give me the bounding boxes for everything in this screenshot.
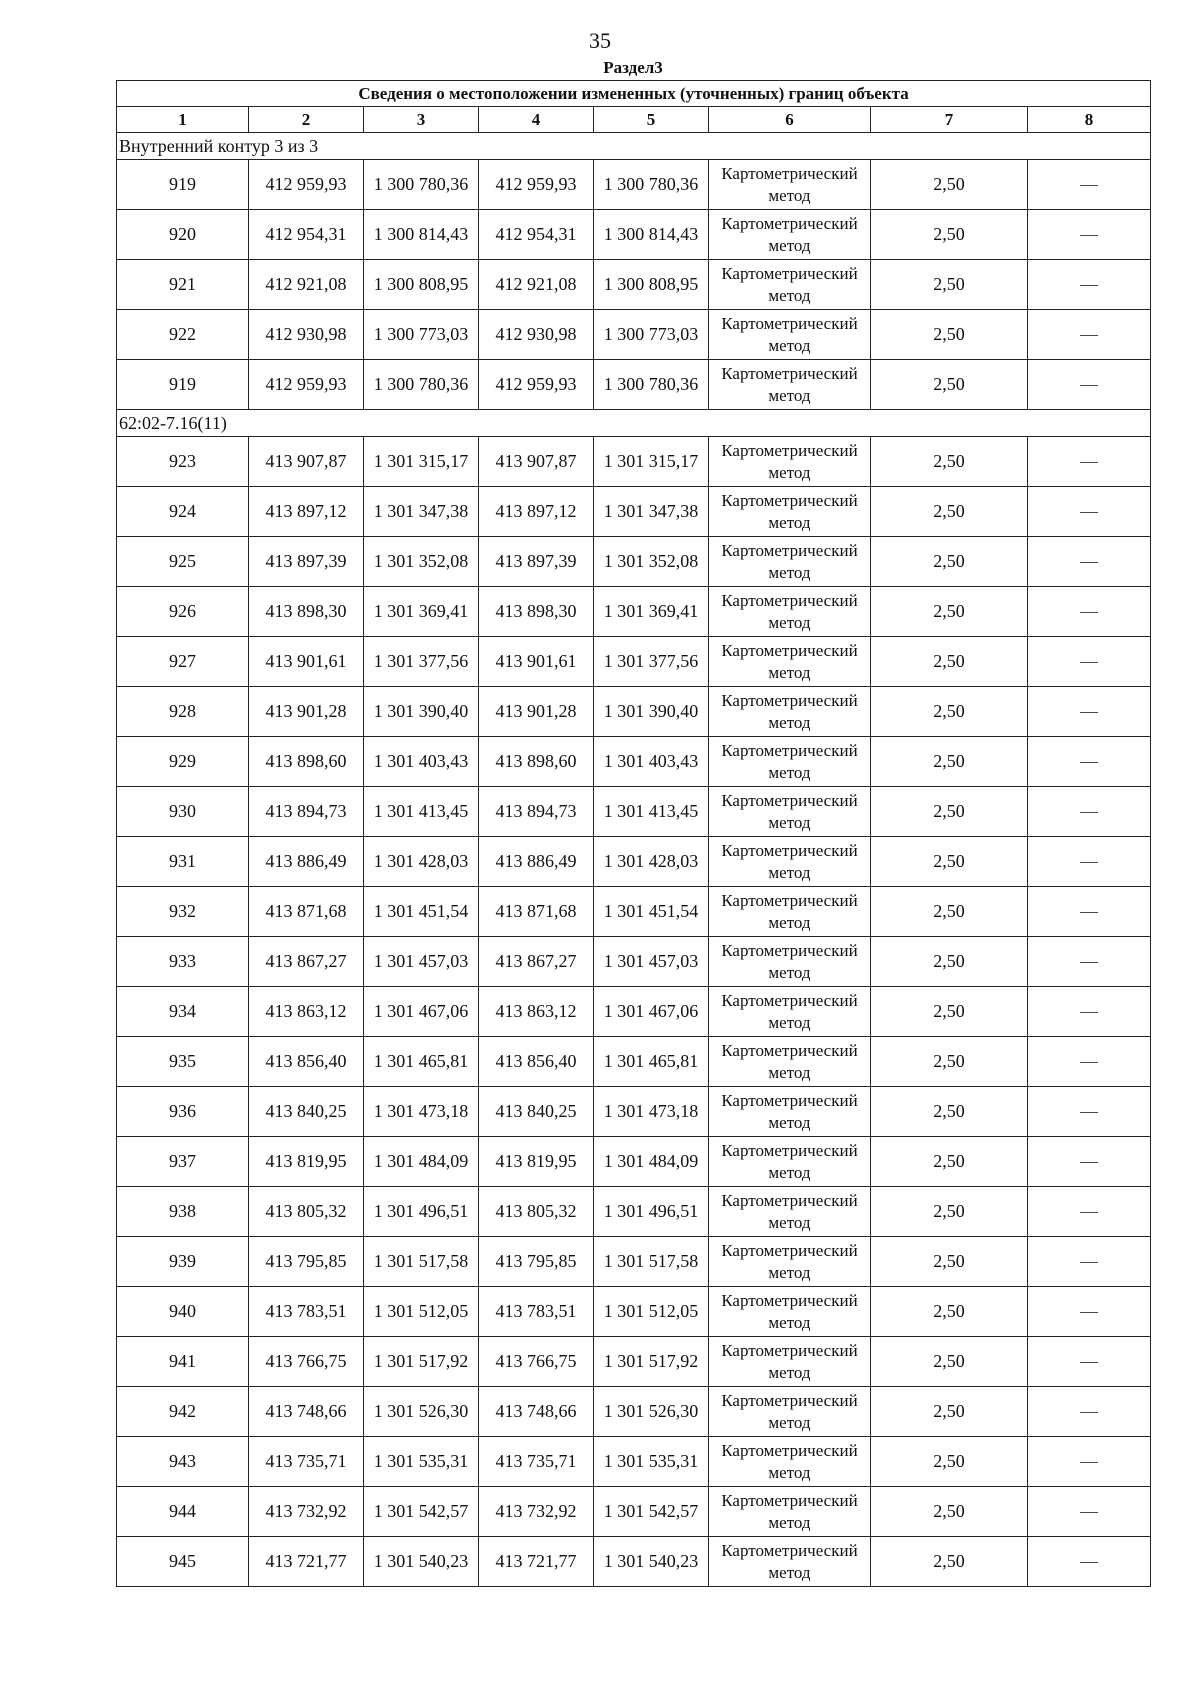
note-cell: — (1028, 887, 1151, 937)
table-row (117, 160, 1151, 210)
existing-y-cell: 1 301 403,43 (364, 737, 479, 787)
accuracy-cell: 2,50 (871, 360, 1028, 410)
existing-y-cell: 1 301 377,56 (364, 637, 479, 687)
table-row (117, 837, 1151, 887)
updated-y-cell: 1 301 517,58 (594, 1237, 709, 1287)
updated-x-cell: 412 959,93 (479, 160, 594, 210)
existing-x-cell: 413 897,39 (249, 537, 364, 587)
accuracy-cell: 2,50 (871, 310, 1028, 360)
updated-x-cell: 413 856,40 (479, 1037, 594, 1087)
note-cell: — (1028, 787, 1151, 837)
accuracy-cell: 2,50 (871, 1337, 1028, 1387)
updated-x-cell: 412 930,98 (479, 310, 594, 360)
existing-x-cell: 413 901,61 (249, 637, 364, 687)
note-cell: — (1028, 310, 1151, 360)
note-cell: — (1028, 1187, 1151, 1237)
updated-x-cell: 413 897,39 (479, 537, 594, 587)
note-cell: — (1028, 537, 1151, 587)
accuracy-cell: 2,50 (871, 1487, 1028, 1537)
updated-x-cell: 413 901,28 (479, 687, 594, 737)
existing-y-cell: 1 301 496,51 (364, 1187, 479, 1237)
updated-y-cell: 1 301 496,51 (594, 1187, 709, 1237)
point-number-cell: 936 (117, 1087, 249, 1137)
table-row (117, 1237, 1151, 1287)
column-number: 1 (117, 107, 249, 133)
accuracy-cell: 2,50 (871, 437, 1028, 487)
existing-x-cell: 413 766,75 (249, 1337, 364, 1387)
note-cell: — (1028, 1337, 1151, 1387)
updated-x-cell: 413 886,49 (479, 837, 594, 887)
updated-x-cell: 412 954,31 (479, 210, 594, 260)
point-number-cell: 939 (117, 1237, 249, 1287)
updated-y-cell: 1 301 369,41 (594, 587, 709, 637)
table-row (117, 360, 1151, 410)
method-cell: Картометрический метод (709, 787, 871, 837)
existing-x-cell: 412 959,93 (249, 360, 364, 410)
updated-y-cell: 1 301 542,57 (594, 1487, 709, 1537)
table-row (117, 310, 1151, 360)
table-row (117, 687, 1151, 737)
note-cell: — (1028, 1237, 1151, 1287)
existing-y-cell: 1 300 814,43 (364, 210, 479, 260)
method-cell: Картометрический метод (709, 1037, 871, 1087)
table-row (117, 637, 1151, 687)
point-number-cell: 931 (117, 837, 249, 887)
accuracy-cell: 2,50 (871, 1287, 1028, 1337)
table-row (117, 1187, 1151, 1237)
accuracy-cell: 2,50 (871, 537, 1028, 587)
accuracy-cell: 2,50 (871, 987, 1028, 1037)
updated-y-cell: 1 301 467,06 (594, 987, 709, 1037)
accuracy-cell: 2,50 (871, 1187, 1028, 1237)
point-number-cell: 930 (117, 787, 249, 837)
point-number-cell: 926 (117, 587, 249, 637)
existing-x-cell: 413 783,51 (249, 1287, 364, 1337)
updated-y-cell: 1 301 428,03 (594, 837, 709, 887)
updated-x-cell: 413 871,68 (479, 887, 594, 937)
accuracy-cell: 2,50 (871, 1087, 1028, 1137)
group-header-row (117, 133, 1151, 160)
point-number-cell: 943 (117, 1437, 249, 1487)
updated-x-cell: 413 783,51 (479, 1287, 594, 1337)
existing-y-cell: 1 301 352,08 (364, 537, 479, 587)
existing-y-cell: 1 301 369,41 (364, 587, 479, 637)
existing-y-cell: 1 300 780,36 (364, 360, 479, 410)
updated-y-cell: 1 301 352,08 (594, 537, 709, 587)
existing-x-cell: 413 856,40 (249, 1037, 364, 1087)
method-cell: Картометрический метод (709, 587, 871, 637)
existing-x-cell: 413 795,85 (249, 1237, 364, 1287)
table-title: Сведения о местоположении измененных (уточненных) границ объекта (117, 81, 1151, 107)
existing-y-cell: 1 301 540,23 (364, 1537, 479, 1587)
accuracy-cell: 2,50 (871, 937, 1028, 987)
accuracy-cell: 2,50 (871, 687, 1028, 737)
table-row (117, 1287, 1151, 1337)
method-cell: Картометрический метод (709, 737, 871, 787)
existing-x-cell: 413 863,12 (249, 987, 364, 1037)
method-cell: Картометрический метод (709, 1537, 871, 1587)
existing-x-cell: 412 921,08 (249, 260, 364, 310)
method-cell: Картометрический метод (709, 310, 871, 360)
method-cell: Картометрический метод (709, 210, 871, 260)
updated-y-cell: 1 301 484,09 (594, 1137, 709, 1187)
table-row (117, 887, 1151, 937)
point-number-cell: 937 (117, 1137, 249, 1187)
updated-y-cell: 1 301 403,43 (594, 737, 709, 787)
existing-x-cell: 412 959,93 (249, 160, 364, 210)
existing-x-cell: 413 735,71 (249, 1437, 364, 1487)
updated-y-cell: 1 300 814,43 (594, 210, 709, 260)
table-row (117, 537, 1151, 587)
existing-y-cell: 1 301 517,92 (364, 1337, 479, 1387)
table-row (117, 1137, 1151, 1187)
method-cell: Картометрический метод (709, 1337, 871, 1387)
column-number: 8 (1028, 107, 1151, 133)
group-header-row (117, 410, 1151, 437)
existing-x-cell: 413 805,32 (249, 1187, 364, 1237)
updated-x-cell: 413 735,71 (479, 1437, 594, 1487)
updated-y-cell: 1 300 808,95 (594, 260, 709, 310)
updated-x-cell: 413 907,87 (479, 437, 594, 487)
existing-y-cell: 1 301 428,03 (364, 837, 479, 887)
existing-y-cell: 1 300 808,95 (364, 260, 479, 310)
accuracy-cell: 2,50 (871, 737, 1028, 787)
section-label: Раздел3 (603, 58, 663, 77)
note-cell: — (1028, 437, 1151, 487)
updated-y-cell: 1 301 413,45 (594, 787, 709, 837)
point-number-cell: 921 (117, 260, 249, 310)
accuracy-cell: 2,50 (871, 1437, 1028, 1487)
table-row (117, 1037, 1151, 1087)
note-cell: — (1028, 587, 1151, 637)
method-cell: Картометрический метод (709, 1187, 871, 1237)
existing-x-cell: 413 886,49 (249, 837, 364, 887)
method-cell: Картометрический метод (709, 360, 871, 410)
accuracy-cell: 2,50 (871, 487, 1028, 537)
existing-x-cell: 413 871,68 (249, 887, 364, 937)
method-cell: Картометрический метод (709, 887, 871, 937)
point-number-cell: 942 (117, 1387, 249, 1437)
accuracy-cell: 2,50 (871, 1537, 1028, 1587)
column-number: 5 (594, 107, 709, 133)
updated-x-cell: 413 819,95 (479, 1137, 594, 1187)
note-cell: — (1028, 1037, 1151, 1087)
method-cell: Картометрический метод (709, 487, 871, 537)
accuracy-cell: 2,50 (871, 1037, 1028, 1087)
existing-x-cell: 413 907,87 (249, 437, 364, 487)
note-cell: — (1028, 1487, 1151, 1537)
note-cell: — (1028, 210, 1151, 260)
table-row (117, 260, 1151, 310)
updated-y-cell: 1 300 773,03 (594, 310, 709, 360)
method-cell: Картометрический метод (709, 1087, 871, 1137)
table-row (117, 587, 1151, 637)
point-number-cell: 922 (117, 310, 249, 360)
note-cell: — (1028, 937, 1151, 987)
updated-y-cell: 1 301 451,54 (594, 887, 709, 937)
table-row (117, 1437, 1151, 1487)
existing-y-cell: 1 301 512,05 (364, 1287, 479, 1337)
existing-y-cell: 1 301 413,45 (364, 787, 479, 837)
note-cell: — (1028, 360, 1151, 410)
updated-y-cell: 1 301 315,17 (594, 437, 709, 487)
point-number-cell: 938 (117, 1187, 249, 1237)
existing-y-cell: 1 301 517,58 (364, 1237, 479, 1287)
column-number: 7 (871, 107, 1028, 133)
updated-x-cell: 413 732,92 (479, 1487, 594, 1537)
existing-x-cell: 413 721,77 (249, 1537, 364, 1587)
updated-y-cell: 1 301 535,31 (594, 1437, 709, 1487)
updated-y-cell: 1 301 540,23 (594, 1537, 709, 1587)
method-cell: Картометрический метод (709, 837, 871, 887)
existing-x-cell: 413 819,95 (249, 1137, 364, 1187)
updated-y-cell: 1 301 526,30 (594, 1387, 709, 1437)
column-number-row (117, 107, 1151, 133)
existing-y-cell: 1 301 315,17 (364, 437, 479, 487)
updated-y-cell: 1 301 517,92 (594, 1337, 709, 1387)
updated-y-cell: 1 301 347,38 (594, 487, 709, 537)
method-cell: Картометрический метод (709, 1237, 871, 1287)
method-cell: Картометрический метод (709, 1287, 871, 1337)
existing-x-cell: 412 930,98 (249, 310, 364, 360)
method-cell: Картометрический метод (709, 537, 871, 587)
point-number-cell: 929 (117, 737, 249, 787)
table-row (117, 1487, 1151, 1537)
note-cell: — (1028, 160, 1151, 210)
existing-y-cell: 1 301 347,38 (364, 487, 479, 537)
note-cell: — (1028, 1537, 1151, 1587)
table-row (117, 487, 1151, 537)
page-number: 35 (589, 28, 611, 53)
note-cell: — (1028, 487, 1151, 537)
existing-x-cell: 413 897,12 (249, 487, 364, 537)
group-label: 62:02-7.16(11) (117, 410, 1151, 437)
point-number-cell: 919 (117, 160, 249, 210)
existing-y-cell: 1 301 451,54 (364, 887, 479, 937)
point-number-cell: 923 (117, 437, 249, 487)
existing-y-cell: 1 301 457,03 (364, 937, 479, 987)
method-cell: Картометрический метод (709, 687, 871, 737)
accuracy-cell: 2,50 (871, 587, 1028, 637)
updated-y-cell: 1 301 465,81 (594, 1037, 709, 1087)
method-cell: Картометрический метод (709, 937, 871, 987)
existing-x-cell: 413 894,73 (249, 787, 364, 837)
updated-y-cell: 1 301 377,56 (594, 637, 709, 687)
existing-y-cell: 1 300 773,03 (364, 310, 479, 360)
updated-y-cell: 1 301 390,40 (594, 687, 709, 737)
method-cell: Картометрический метод (709, 1437, 871, 1487)
updated-x-cell: 413 894,73 (479, 787, 594, 837)
table-row (117, 1387, 1151, 1437)
accuracy-cell: 2,50 (871, 787, 1028, 837)
point-number-cell: 928 (117, 687, 249, 737)
existing-y-cell: 1 301 535,31 (364, 1437, 479, 1487)
existing-x-cell: 413 898,30 (249, 587, 364, 637)
point-number-cell: 927 (117, 637, 249, 687)
note-cell: — (1028, 737, 1151, 787)
point-number-cell: 925 (117, 537, 249, 587)
point-number-cell: 940 (117, 1287, 249, 1337)
existing-y-cell: 1 301 484,09 (364, 1137, 479, 1187)
note-cell: — (1028, 1437, 1151, 1487)
note-cell: — (1028, 687, 1151, 737)
updated-y-cell: 1 301 457,03 (594, 937, 709, 987)
note-cell: — (1028, 637, 1151, 687)
method-cell: Картометрический метод (709, 1137, 871, 1187)
method-cell: Картометрический метод (709, 637, 871, 687)
updated-x-cell: 413 795,85 (479, 1237, 594, 1287)
table-row (117, 937, 1151, 987)
updated-x-cell: 413 721,77 (479, 1537, 594, 1587)
table-row (117, 1537, 1151, 1587)
point-number-cell: 944 (117, 1487, 249, 1537)
accuracy-cell: 2,50 (871, 887, 1028, 937)
existing-y-cell: 1 301 526,30 (364, 1387, 479, 1437)
table-row (117, 987, 1151, 1037)
method-cell: Картометрический метод (709, 987, 871, 1037)
accuracy-cell: 2,50 (871, 1237, 1028, 1287)
method-cell: Картометрический метод (709, 260, 871, 310)
updated-x-cell: 413 748,66 (479, 1387, 594, 1437)
updated-y-cell: 1 301 512,05 (594, 1287, 709, 1337)
table-row (117, 437, 1151, 487)
accuracy-cell: 2,50 (871, 210, 1028, 260)
accuracy-cell: 2,50 (871, 1387, 1028, 1437)
table-row (117, 737, 1151, 787)
column-number: 3 (364, 107, 479, 133)
point-number-cell: 933 (117, 937, 249, 987)
updated-y-cell: 1 300 780,36 (594, 160, 709, 210)
existing-x-cell: 413 748,66 (249, 1387, 364, 1437)
point-number-cell: 941 (117, 1337, 249, 1387)
existing-x-cell: 413 898,60 (249, 737, 364, 787)
accuracy-cell: 2,50 (871, 260, 1028, 310)
existing-x-cell: 413 901,28 (249, 687, 364, 737)
table-body (117, 133, 1151, 1587)
accuracy-cell: 2,50 (871, 837, 1028, 887)
updated-x-cell: 413 766,75 (479, 1337, 594, 1387)
updated-y-cell: 1 301 473,18 (594, 1087, 709, 1137)
accuracy-cell: 2,50 (871, 637, 1028, 687)
note-cell: — (1028, 1137, 1151, 1187)
existing-y-cell: 1 301 390,40 (364, 687, 479, 737)
coordinates-table (116, 80, 1151, 1587)
existing-y-cell: 1 300 780,36 (364, 160, 479, 210)
updated-x-cell: 412 921,08 (479, 260, 594, 310)
updated-x-cell: 413 805,32 (479, 1187, 594, 1237)
group-label: Внутренний контур 3 из 3 (117, 133, 1151, 160)
point-number-cell: 945 (117, 1537, 249, 1587)
column-number: 6 (709, 107, 871, 133)
note-cell: — (1028, 1287, 1151, 1337)
method-cell: Картометрический метод (709, 1487, 871, 1537)
updated-x-cell: 413 901,61 (479, 637, 594, 687)
accuracy-cell: 2,50 (871, 1137, 1028, 1187)
existing-y-cell: 1 301 465,81 (364, 1037, 479, 1087)
existing-x-cell: 413 867,27 (249, 937, 364, 987)
accuracy-cell: 2,50 (871, 160, 1028, 210)
existing-y-cell: 1 301 473,18 (364, 1087, 479, 1137)
table-row (117, 210, 1151, 260)
table-row (117, 1087, 1151, 1137)
method-cell: Картометрический метод (709, 1387, 871, 1437)
method-cell: Картометрический метод (709, 160, 871, 210)
updated-x-cell: 412 959,93 (479, 360, 594, 410)
existing-x-cell: 412 954,31 (249, 210, 364, 260)
updated-x-cell: 413 863,12 (479, 987, 594, 1037)
column-number: 2 (249, 107, 364, 133)
method-cell: Картометрический метод (709, 437, 871, 487)
note-cell: — (1028, 837, 1151, 887)
point-number-cell: 919 (117, 360, 249, 410)
point-number-cell: 935 (117, 1037, 249, 1087)
updated-y-cell: 1 300 780,36 (594, 360, 709, 410)
table-row (117, 787, 1151, 837)
point-number-cell: 934 (117, 987, 249, 1037)
point-number-cell: 932 (117, 887, 249, 937)
note-cell: — (1028, 987, 1151, 1037)
updated-x-cell: 413 840,25 (479, 1087, 594, 1137)
column-number: 4 (479, 107, 594, 133)
updated-x-cell: 413 897,12 (479, 487, 594, 537)
point-number-cell: 924 (117, 487, 249, 537)
updated-x-cell: 413 898,60 (479, 737, 594, 787)
table-row (117, 1337, 1151, 1387)
existing-y-cell: 1 301 542,57 (364, 1487, 479, 1537)
note-cell: — (1028, 260, 1151, 310)
existing-y-cell: 1 301 467,06 (364, 987, 479, 1037)
updated-x-cell: 413 867,27 (479, 937, 594, 987)
updated-x-cell: 413 898,30 (479, 587, 594, 637)
point-number-cell: 920 (117, 210, 249, 260)
note-cell: — (1028, 1087, 1151, 1137)
existing-x-cell: 413 732,92 (249, 1487, 364, 1537)
note-cell: — (1028, 1387, 1151, 1437)
existing-x-cell: 413 840,25 (249, 1087, 364, 1137)
